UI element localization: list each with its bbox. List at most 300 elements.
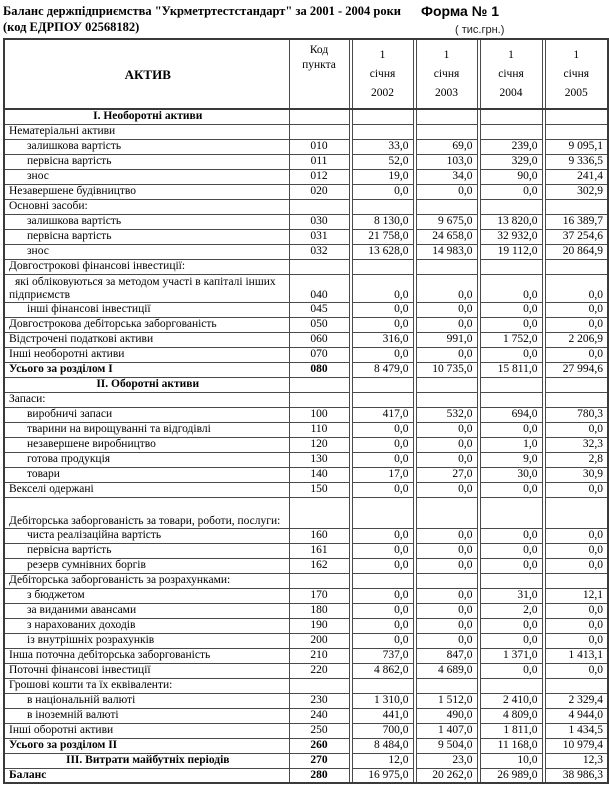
row-value: 0,0	[352, 302, 413, 317]
row-value: 991,0	[416, 332, 477, 347]
row-label: готова продукція	[4, 452, 289, 467]
row-value: 10,0	[480, 753, 542, 768]
row-code: 120	[289, 437, 349, 452]
row-value: 0,0	[352, 482, 413, 497]
row-value: 737,0	[352, 648, 413, 663]
row-label: Усього за розділом I	[4, 362, 289, 377]
table-row	[4, 407, 608, 422]
row-value: 0,0	[416, 452, 477, 467]
row-value: 1 371,0	[480, 648, 542, 663]
table-row	[4, 693, 608, 708]
row-value: 21 758,0	[352, 229, 413, 244]
row-value: 490,0	[416, 708, 477, 723]
row-value: 0,0	[352, 184, 413, 199]
row-value: 0,0	[352, 543, 413, 558]
row-value: 14 983,0	[416, 244, 477, 259]
row-code: 011	[289, 154, 349, 169]
row-value: 1 407,0	[416, 723, 477, 738]
row-code: 030	[289, 214, 349, 229]
row-label: з бюджетом	[4, 588, 289, 603]
row-value	[416, 124, 477, 139]
row-value: 0,0	[352, 528, 413, 543]
row-value: 0,0	[416, 482, 477, 497]
table-row	[4, 214, 608, 229]
row-code: 012	[289, 169, 349, 184]
row-value: 0,0	[480, 422, 542, 437]
row-code: 110	[289, 422, 349, 437]
row-value: 9 336,5	[545, 154, 608, 169]
row-label: тварини на вирощуванні та відгодівлі	[4, 422, 289, 437]
row-label: незавершене виробництво	[4, 437, 289, 452]
row-code: 080	[289, 362, 349, 377]
row-code: 270	[289, 753, 349, 768]
column-header-year-2002: 1 січня 2002	[352, 39, 413, 109]
row-value	[352, 497, 413, 528]
row-value: 0,0	[416, 528, 477, 543]
row-value: 2 329,4	[545, 693, 608, 708]
row-code: 190	[289, 618, 349, 633]
row-value: 0,0	[416, 184, 477, 199]
row-value	[480, 259, 542, 274]
table-row	[4, 708, 608, 723]
table-row	[4, 332, 608, 347]
row-value: 12,3	[545, 753, 608, 768]
row-code	[289, 199, 349, 214]
row-value: 11 168,0	[480, 738, 542, 753]
row-value	[352, 259, 413, 274]
row-label: Інші необоротні активи	[4, 347, 289, 362]
row-value: 17,0	[352, 467, 413, 482]
row-value: 13 628,0	[352, 244, 413, 259]
column-header-year-2003: 1 січня 2003	[416, 39, 477, 109]
row-value: 0,0	[416, 302, 477, 317]
row-value: 0,0	[416, 437, 477, 452]
row-value: 0,0	[352, 274, 413, 302]
row-value: 16 389,7	[545, 214, 608, 229]
row-label: Довгострокова дебіторська заборгованість	[4, 317, 289, 332]
row-value	[416, 573, 477, 588]
row-value: 0,0	[545, 317, 608, 332]
row-code	[289, 392, 349, 407]
row-value	[545, 259, 608, 274]
row-value: 8 484,0	[352, 738, 413, 753]
row-label: I. Необоротні активи	[4, 109, 289, 124]
row-code	[289, 109, 349, 124]
table-header-row	[4, 39, 608, 109]
row-label: Відстрочені податкові активи	[4, 332, 289, 347]
row-code: 070	[289, 347, 349, 362]
row-value: 4 689,0	[416, 663, 477, 678]
row-label: резерв сумнівних боргів	[4, 558, 289, 573]
row-value	[416, 109, 477, 124]
table-row	[4, 738, 608, 753]
row-value: 12,1	[545, 588, 608, 603]
row-value: 30,9	[545, 467, 608, 482]
row-value: 0,0	[480, 663, 542, 678]
row-value: 1 811,0	[480, 723, 542, 738]
table-row	[4, 392, 608, 407]
column-header-year-2004: 1 січня 2004	[480, 39, 542, 109]
row-code: 031	[289, 229, 349, 244]
row-label: первісна вартість	[4, 229, 289, 244]
row-value	[480, 678, 542, 693]
row-value: 15 811,0	[480, 362, 542, 377]
row-value: 0,0	[416, 422, 477, 437]
row-code	[289, 124, 349, 139]
row-value: 0,0	[416, 274, 477, 302]
row-value	[545, 377, 608, 392]
row-value	[352, 124, 413, 139]
row-value	[352, 377, 413, 392]
table-row	[4, 558, 608, 573]
table-row	[4, 437, 608, 452]
row-value: 441,0	[352, 708, 413, 723]
row-value	[480, 199, 542, 214]
row-value: 27,0	[416, 467, 477, 482]
row-value: 241,4	[545, 169, 608, 184]
row-value: 12,0	[352, 753, 413, 768]
row-label: Векселі одержані	[4, 482, 289, 497]
row-value: 38 986,3	[545, 768, 608, 783]
table-row	[4, 422, 608, 437]
row-value: 0,0	[480, 482, 542, 497]
row-value: 4 944,0	[545, 708, 608, 723]
row-value: 0,0	[545, 347, 608, 362]
row-value: 9 095,1	[545, 139, 608, 154]
table-row	[4, 347, 608, 362]
row-code: 100	[289, 407, 349, 422]
row-label: Інша поточна дебіторська заборгованість	[4, 648, 289, 663]
row-value: 0,0	[545, 528, 608, 543]
row-value: 0,0	[416, 618, 477, 633]
row-value: 16 975,0	[352, 768, 413, 783]
row-label: за виданими авансами	[4, 603, 289, 618]
table-row	[4, 648, 608, 663]
row-label: Запаси:	[4, 392, 289, 407]
row-value: 0,0	[352, 347, 413, 362]
row-value: 0,0	[480, 274, 542, 302]
row-label: Дебіторська заборгованість за товари, роботи, послуги:	[4, 497, 289, 528]
table-row	[4, 274, 608, 302]
table-row	[4, 139, 608, 154]
row-value	[480, 377, 542, 392]
row-value	[416, 199, 477, 214]
row-value	[352, 199, 413, 214]
row-value	[352, 678, 413, 693]
row-code: 161	[289, 543, 349, 558]
row-label: з нарахованих доходів	[4, 618, 289, 633]
table-row	[4, 377, 608, 392]
row-value: 8 130,0	[352, 214, 413, 229]
row-value: 31,0	[480, 588, 542, 603]
row-code: 140	[289, 467, 349, 482]
table-row	[4, 618, 608, 633]
row-value: 4 862,0	[352, 663, 413, 678]
table-row	[4, 302, 608, 317]
row-value: 316,0	[352, 332, 413, 347]
row-value: 1,0	[480, 437, 542, 452]
row-code: 250	[289, 723, 349, 738]
row-value: 847,0	[416, 648, 477, 663]
row-value: 9 504,0	[416, 738, 477, 753]
row-value	[545, 392, 608, 407]
row-label: Дебіторська заборгованість за розрахунками:	[4, 573, 289, 588]
row-label: залишкова вартість	[4, 214, 289, 229]
table-row	[4, 768, 608, 783]
row-value: 0,0	[416, 543, 477, 558]
row-code: 162	[289, 558, 349, 573]
row-value: 780,3	[545, 407, 608, 422]
row-value: 9 675,0	[416, 214, 477, 229]
row-code: 280	[289, 768, 349, 783]
row-value: 0,0	[352, 437, 413, 452]
row-value: 33,0	[352, 139, 413, 154]
table-row	[4, 723, 608, 738]
table-row	[4, 603, 608, 618]
table-row	[4, 362, 608, 377]
row-value: 1 752,0	[480, 332, 542, 347]
row-value	[416, 497, 477, 528]
row-value: 0,0	[480, 528, 542, 543]
row-value: 0,0	[545, 663, 608, 678]
row-value: 0,0	[545, 618, 608, 633]
row-value	[480, 392, 542, 407]
row-code: 230	[289, 693, 349, 708]
table-row	[4, 317, 608, 332]
row-value	[480, 109, 542, 124]
table-row	[4, 753, 608, 768]
row-label: II. Оборотні активи	[4, 377, 289, 392]
row-value: 4 809,0	[480, 708, 542, 723]
table-row	[4, 633, 608, 648]
table-row	[4, 588, 608, 603]
row-value	[545, 573, 608, 588]
row-code	[289, 377, 349, 392]
row-label: із внутрішніх розрахунків	[4, 633, 289, 648]
row-label: первісна вартість	[4, 154, 289, 169]
row-label: Поточні фінансові інвестиції	[4, 663, 289, 678]
row-label: чиста реалізаційна вартість	[4, 528, 289, 543]
row-value: 19 112,0	[480, 244, 542, 259]
row-value: 26 989,0	[480, 768, 542, 783]
row-value	[545, 497, 608, 528]
row-label: Грошові кошти та їх еквіваленти:	[4, 678, 289, 693]
row-value: 13 820,0	[480, 214, 542, 229]
table-row	[4, 467, 608, 482]
row-value: 0,0	[545, 302, 608, 317]
row-label: в іноземній валюті	[4, 708, 289, 723]
table-row	[4, 154, 608, 169]
balance-table-body	[4, 109, 608, 783]
row-value: 0,0	[545, 603, 608, 618]
row-value	[352, 573, 413, 588]
column-header-code	[289, 39, 349, 109]
row-value	[480, 124, 542, 139]
row-code: 240	[289, 708, 349, 723]
row-value: 0,0	[352, 618, 413, 633]
row-value: 532,0	[416, 407, 477, 422]
row-value: 302,9	[545, 184, 608, 199]
row-value: 0,0	[480, 618, 542, 633]
row-label: Нематеріальні активи	[4, 124, 289, 139]
document-header	[3, 3, 607, 38]
table-row	[4, 244, 608, 259]
row-value: 27 994,6	[545, 362, 608, 377]
row-value: 0,0	[416, 317, 477, 332]
row-value: 0,0	[545, 558, 608, 573]
row-label: виробничі запаси	[4, 407, 289, 422]
row-code: 040	[289, 274, 349, 302]
row-value: 9,0	[480, 452, 542, 467]
row-value: 1 434,5	[545, 723, 608, 738]
row-label: III. Витрати майбутніх періодів	[4, 753, 289, 768]
row-code	[289, 259, 349, 274]
row-value: 20 262,0	[416, 768, 477, 783]
row-code: 020	[289, 184, 349, 199]
row-value: 0,0	[416, 633, 477, 648]
row-value: 0,0	[480, 633, 542, 648]
row-value	[352, 392, 413, 407]
row-value: 10 979,4	[545, 738, 608, 753]
row-value: 700,0	[352, 723, 413, 738]
row-value: 34,0	[416, 169, 477, 184]
row-value: 0,0	[480, 347, 542, 362]
row-value	[545, 678, 608, 693]
row-code: 260	[289, 738, 349, 753]
row-value	[416, 377, 477, 392]
row-code: 170	[289, 588, 349, 603]
edrpou-code-line: (код ЕДРПОУ 02568182)	[3, 20, 140, 34]
row-value: 0,0	[352, 558, 413, 573]
row-value: 103,0	[416, 154, 477, 169]
row-code: 010	[289, 139, 349, 154]
table-row	[4, 452, 608, 467]
row-value: 30,0	[480, 467, 542, 482]
row-value: 23,0	[416, 753, 477, 768]
column-header-year-2005: 1 січня 2005	[545, 39, 608, 109]
row-value	[416, 678, 477, 693]
table-row	[4, 199, 608, 214]
row-value	[545, 109, 608, 124]
document-title: Баланс держпідприємства "Укрметртестстандарт" за 2001 - 2004 роки	[3, 4, 402, 18]
row-label: Довгострокові фінансові інвестиції:	[4, 259, 289, 274]
row-label: Незавершене будівництво	[4, 184, 289, 199]
row-value: 69,0	[416, 139, 477, 154]
row-value: 20 864,9	[545, 244, 608, 259]
table-row	[4, 497, 608, 528]
row-value: 0,0	[545, 422, 608, 437]
table-row	[4, 663, 608, 678]
row-value: 1 512,0	[416, 693, 477, 708]
row-code	[289, 678, 349, 693]
row-code: 220	[289, 663, 349, 678]
row-code	[289, 497, 349, 528]
row-value: 0,0	[352, 603, 413, 618]
table-row	[4, 124, 608, 139]
row-value	[416, 392, 477, 407]
row-value: 90,0	[480, 169, 542, 184]
row-code: 032	[289, 244, 349, 259]
row-code: 060	[289, 332, 349, 347]
row-label: які обліковуються за методом участі в капіталі інших підприємств	[4, 274, 289, 302]
row-label: Основні засоби:	[4, 199, 289, 214]
row-value: 0,0	[480, 302, 542, 317]
row-value: 8 479,0	[352, 362, 413, 377]
table-row	[4, 169, 608, 184]
row-value	[480, 573, 542, 588]
row-value: 0,0	[480, 558, 542, 573]
row-label: Усього за розділом II	[4, 738, 289, 753]
row-label: інші фінансові інвестиції	[4, 302, 289, 317]
row-value: 1 310,0	[352, 693, 413, 708]
table-row	[4, 543, 608, 558]
row-code: 210	[289, 648, 349, 663]
table-row	[4, 678, 608, 693]
row-code: 050	[289, 317, 349, 332]
form-number-label: Форма № 1	[421, 3, 499, 19]
row-value: 0,0	[545, 482, 608, 497]
row-value: 2,8	[545, 452, 608, 467]
code-header-line2: пункта	[302, 59, 336, 71]
row-code: 150	[289, 482, 349, 497]
row-value: 0,0	[352, 317, 413, 332]
row-label: знос	[4, 169, 289, 184]
row-value: 239,0	[480, 139, 542, 154]
row-value: 0,0	[545, 274, 608, 302]
row-value	[352, 109, 413, 124]
row-value: 0,0	[352, 452, 413, 467]
row-value: 0,0	[480, 184, 542, 199]
row-label: знос	[4, 244, 289, 259]
row-value: 329,0	[480, 154, 542, 169]
row-value: 1 413,1	[545, 648, 608, 663]
row-value	[545, 124, 608, 139]
row-value: 2 410,0	[480, 693, 542, 708]
column-header-aktiv: АКТИВ	[4, 39, 289, 109]
code-header-line1: Код	[309, 44, 329, 56]
table-row	[4, 229, 608, 244]
row-label: товари	[4, 467, 289, 482]
units-label: ( тис.грн.)	[455, 24, 505, 36]
table-row	[4, 109, 608, 124]
row-label: залишкова вартість	[4, 139, 289, 154]
row-code: 180	[289, 603, 349, 618]
row-value: 19,0	[352, 169, 413, 184]
row-value: 0,0	[545, 633, 608, 648]
row-value: 694,0	[480, 407, 542, 422]
row-code: 200	[289, 633, 349, 648]
table-row	[4, 482, 608, 497]
row-value: 0,0	[480, 543, 542, 558]
row-value: 0,0	[545, 543, 608, 558]
row-value: 32 932,0	[480, 229, 542, 244]
row-value	[480, 497, 542, 528]
row-value: 10 735,0	[416, 362, 477, 377]
table-row	[4, 259, 608, 274]
row-value: 0,0	[416, 603, 477, 618]
row-label: Баланс	[4, 768, 289, 783]
table-row	[4, 184, 608, 199]
row-value: 0,0	[352, 633, 413, 648]
row-value: 0,0	[352, 588, 413, 603]
row-value: 0,0	[416, 558, 477, 573]
table-row	[4, 573, 608, 588]
row-code	[289, 573, 349, 588]
row-value: 2 206,9	[545, 332, 608, 347]
row-value: 52,0	[352, 154, 413, 169]
row-value: 32,3	[545, 437, 608, 452]
row-label: в національній валюті	[4, 693, 289, 708]
